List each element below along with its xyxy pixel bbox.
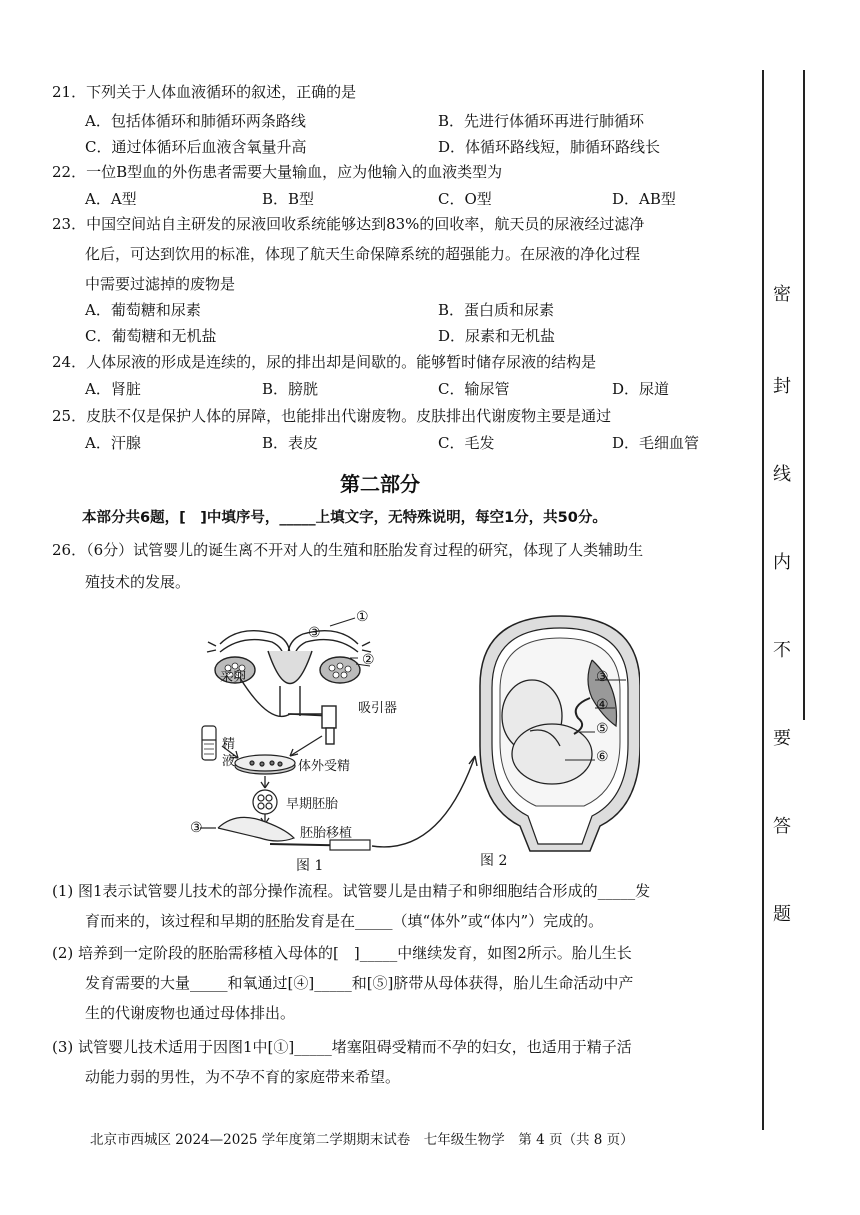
fig1-label-yizhi: 胚胎移植 bbox=[300, 826, 353, 841]
fig1-label-3b: ③ bbox=[190, 820, 203, 836]
q21-option-a: A．包括体循环和肺循环两条路线 bbox=[85, 112, 306, 130]
q21-option-d: D．体循环路线短，肺循环路线长 bbox=[438, 138, 661, 156]
semen-tube-icon bbox=[202, 726, 216, 760]
q21-option-b: B．先进行体循环再进行肺循环 bbox=[438, 112, 645, 130]
fig2-label-3: ③ bbox=[596, 669, 609, 685]
q26-sub3-line2: 动能力弱的男性，为不孕不育的家庭带来希望。 bbox=[85, 1068, 401, 1086]
q25-option-d: D．毛细血管 bbox=[612, 434, 700, 452]
q23-option-d: D．尿素和无机盐 bbox=[438, 327, 556, 345]
fig1-label-tiwai: 体外受精 bbox=[298, 759, 351, 774]
q26-sub1-line2: 育而来的，该过程和早期的胚胎发育是在_____（填“体外”或“体内”）完成的。 bbox=[85, 912, 604, 930]
q21-stem: 21．下列关于人体血液循环的叙述，正确的是 bbox=[52, 83, 357, 101]
side-char-7: 答 bbox=[773, 816, 791, 837]
fig1-label-jing: 精 bbox=[222, 737, 236, 752]
q23-stem-line2: 化后，可达到饮用的标准，体现了航天生命保障系统的超强能力。在尿液的净化过程 bbox=[85, 245, 641, 263]
q26-intro-line1: 26．（6分）试管婴儿的诞生离不开对人的生殖和胚胎发育过程的研究，体现了人类辅助生 bbox=[52, 541, 644, 559]
q22-option-c: C．O型 bbox=[438, 190, 492, 208]
fig2-caption: 图 2 bbox=[480, 853, 508, 869]
fig1-label-caiyuan: 采卵 bbox=[220, 670, 247, 685]
q24-option-c: C．输尿管 bbox=[438, 380, 510, 398]
side-char-4: 内 bbox=[773, 552, 791, 573]
side-char-2: 封 bbox=[773, 376, 791, 397]
fig2-label-4: ④ bbox=[596, 697, 609, 713]
q22-option-a: A．A型 bbox=[85, 190, 137, 208]
fig1-label-xiyinqi: 吸引器 bbox=[358, 701, 398, 716]
petri-dish-icon bbox=[235, 755, 295, 774]
side-char-5: 不 bbox=[773, 640, 791, 661]
part2-note: 本部分共6题，[ ]中填序号，_____上填文字，无特殊说明，每空1分，共50分。 bbox=[82, 510, 607, 526]
q22-stem: 22．一位B型血的外伤患者需要大量输血，应为他输入的血液类型为 bbox=[52, 163, 503, 181]
page-footer: 北京市西城区 2024—2025 学年度第二学期期末试卷 七年级生物学 第 4 页（共 8 页） bbox=[90, 1132, 634, 1148]
q26-sub2-line1: (2) 培养到一定阶段的胚胎需移植入母体的[ ]_____中继续发育，如图2所示。胎儿生长 bbox=[52, 944, 632, 962]
fig1-label-ye: 液 bbox=[222, 754, 236, 769]
side-char-8: 题 bbox=[773, 904, 791, 925]
fig1-to-fig2-arrow bbox=[372, 756, 475, 847]
side-char-6: 要 bbox=[773, 728, 791, 749]
fig2-label-5: ⑤ bbox=[596, 721, 609, 737]
binding-line-right bbox=[803, 70, 805, 720]
side-char-3: 线 bbox=[773, 464, 791, 485]
q26-intro-line2: 殖技术的发展。 bbox=[85, 573, 191, 591]
q25-option-a: A．汗腺 bbox=[85, 434, 141, 452]
q26-sub2-line2: 发育需要的大量_____和氧通过[④]_____和[⑤]脐带从母体获得，胎儿生命活动中产 bbox=[85, 974, 634, 992]
q25-option-b: B．表皮 bbox=[262, 434, 319, 452]
early-embryo-icon bbox=[253, 790, 277, 814]
fig1-label-2: ② bbox=[362, 652, 375, 668]
fig1-label-zaoqi: 早期胚胎 bbox=[286, 797, 339, 812]
q21-option-c: C．通过体循环后血液含氧量升高 bbox=[85, 138, 307, 156]
q22-option-d: D．AB型 bbox=[612, 190, 676, 208]
q23-option-c: C．葡萄糖和无机盐 bbox=[85, 327, 217, 345]
fig2-label-6: ⑥ bbox=[596, 749, 609, 765]
q23-stem-line3: 中需要过滤掉的废物是 bbox=[85, 275, 236, 293]
binding-line-left bbox=[762, 70, 764, 1130]
q26-sub1-line1: (1) 图1表示试管婴儿技术的部分操作流程。试管婴儿是由精子和卵细胞结合形成的_____发 bbox=[52, 882, 651, 900]
side-char-1: 密 bbox=[773, 284, 791, 305]
q23-option-a: A．葡萄糖和尿素 bbox=[85, 301, 201, 319]
q23-option-b: B．蛋白质和尿素 bbox=[438, 301, 555, 319]
q24-stem: 24．人体尿液的形成是连续的，尿的排出却是间歇的。能够暂时储存尿液的结构是 bbox=[52, 353, 597, 371]
q24-option-b: B．膀胱 bbox=[262, 380, 319, 398]
q23-stem-line1: 23．中国空间站自主研发的尿液回收系统能够达到83%的回收率，航天员的尿液经过滤净 bbox=[52, 215, 645, 233]
q25-option-c: C．毛发 bbox=[438, 434, 495, 452]
fig1-reproductive-organs bbox=[207, 631, 371, 744]
q24-option-d: D．尿道 bbox=[612, 380, 670, 398]
q26-sub3-line1: (3) 试管婴儿技术适用于因图1中[①]_____堵塞阻碍受精而不孕的妇女，也适用于精子活 bbox=[52, 1038, 632, 1056]
q26-sub2-line3: 生的代谢废物也通过母体排出。 bbox=[85, 1004, 296, 1022]
q22-option-b: B．B型 bbox=[262, 190, 315, 208]
fig1-caption: 图 1 bbox=[296, 858, 324, 874]
q25-stem: 25．皮肤不仅是保护人体的屏障，也能排出代谢废物。皮肤排出代谢废物主要是通过 bbox=[52, 407, 612, 425]
q24-option-a: A．肾脏 bbox=[85, 380, 141, 398]
q26-figures bbox=[180, 606, 640, 876]
part2-title: 第二部分 bbox=[340, 472, 420, 496]
fig1-label-1: ① bbox=[356, 609, 369, 625]
fig1-label-3: ③ bbox=[308, 625, 321, 641]
